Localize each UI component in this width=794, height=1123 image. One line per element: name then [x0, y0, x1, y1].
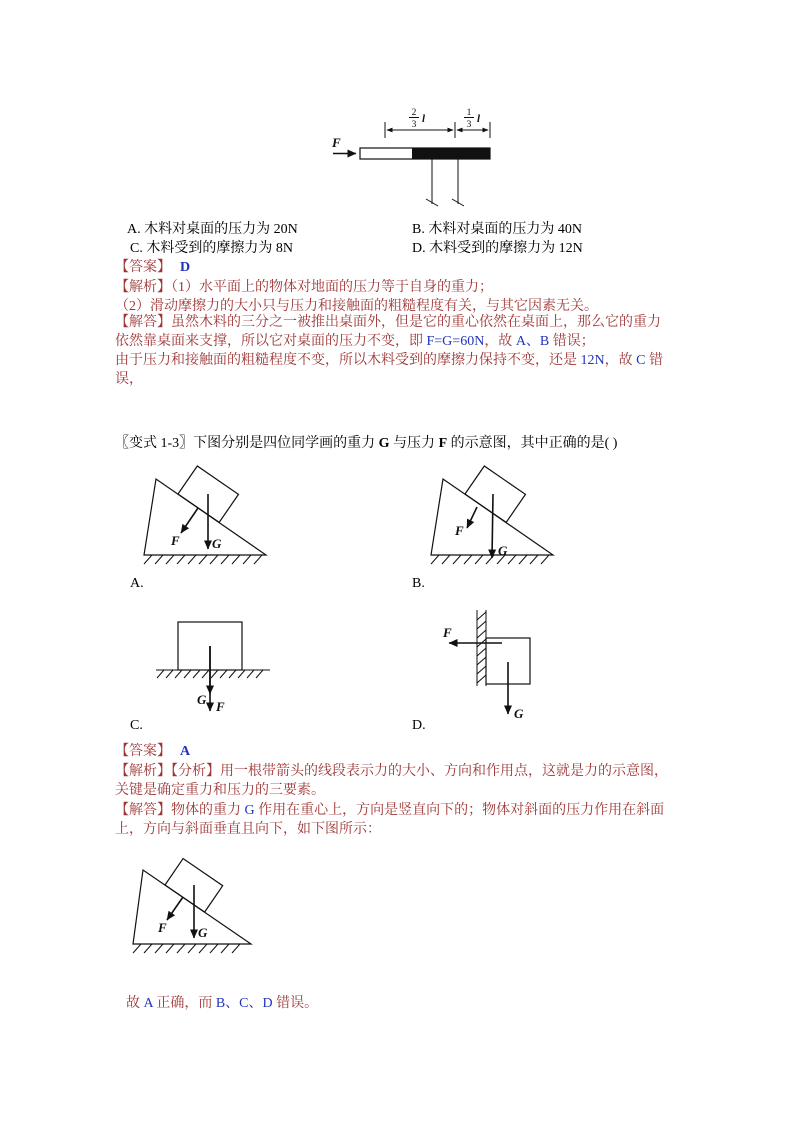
force-f-label: F [216, 699, 225, 714]
q1-option-d: D. 木料受到的摩擦力为 12N [412, 241, 583, 256]
force-g-label: G [198, 925, 208, 940]
pressure-arrow [467, 507, 477, 528]
wood-board-dark-part [412, 148, 490, 159]
option-d-label: D. [412, 718, 426, 733]
pressure-arrow [167, 897, 183, 920]
answer-label: 【答案】 [115, 744, 171, 759]
incline-triangle [144, 479, 266, 555]
ground-hatching [133, 944, 240, 953]
figure-option-c-flat [148, 610, 278, 718]
emphasized-value: B、C、D [215, 996, 273, 1011]
force-g-label: G [498, 543, 508, 558]
force-f-label: F [332, 135, 341, 150]
emphasized-value: C [636, 353, 646, 368]
figure-option-a-incline [138, 465, 273, 573]
q2-analysis-paragraph: 【解析】【分析】用一根带箭头的线段表示力的大小、方向和作用点，这就是力的示意图，关键是确定重力和压力的三要素。 [115, 764, 668, 798]
fraction-denominator: 3 [411, 120, 417, 130]
length-variable: l [422, 113, 426, 125]
q1-option-c: C. 木料受到的摩擦力为 8N [130, 241, 293, 256]
emphasized-value: F=G=60N [426, 334, 485, 349]
emphasized-value: 12N [580, 353, 605, 368]
pressure-symbol: F [438, 436, 448, 451]
force-f-label: F [158, 920, 167, 935]
force-f-label: F [443, 625, 452, 640]
fraction-denominator: 3 [466, 120, 472, 130]
q1-option-b: B. 木料对桌面的压力为 40N [412, 222, 582, 237]
force-f-label: F [455, 523, 464, 538]
wall-hatching [477, 612, 486, 683]
force-g-label: G [197, 692, 207, 707]
q2-answer-line [115, 740, 190, 760]
q2-solution-paragraph: 【解答】物体的重力 G 作用在重心上，方向是竖直向下的；物体对斜面的压力作用在斜面上，方向与斜面垂直且向下，如下图所示： [115, 803, 665, 837]
incline-triangle [133, 870, 251, 944]
q1-solution-paragraph2: 由于压力和接触面的粗糙程度不变，所以木料受到的摩擦力保持不变，还是 12N，故 C 错误， [115, 353, 663, 387]
fraction-numerator: 2 [411, 108, 417, 118]
q1-option-a: A. 木料对桌面的压力为 20N [127, 222, 298, 237]
figure-board-on-table [330, 106, 505, 221]
gravity-arrow [492, 494, 493, 558]
option-a-label: A. [130, 576, 144, 591]
variation-question-title: 〖变式 1-3〗下图分别是四位同学画的重力 G 与压力 F 的示意图，其中正确的是( ) [115, 436, 618, 451]
emphasized-value: A、B [515, 334, 550, 349]
fraction-numerator: 1 [466, 108, 472, 118]
option-b-label: B. [412, 576, 425, 591]
force-g-label: G [514, 706, 524, 721]
emphasized-value: A [143, 996, 153, 1011]
q2-conclusion-line: 故 A 正确，而 B、C、D 错误。 [126, 996, 319, 1011]
force-f-label: F [171, 533, 180, 548]
force-g-label: G [212, 536, 222, 551]
ground-hatching [431, 555, 549, 564]
q1-analysis-line2: （2）滑动摩擦力的大小只与压力和接触面的粗糙程度有关，与其它因素无关。 [115, 299, 598, 314]
figure-solution-incline [125, 858, 260, 966]
figure-option-d-wall [440, 606, 570, 724]
answer-label: 【答案】 [115, 260, 171, 275]
option-c-label: C. [130, 718, 143, 733]
gravity-symbol: G [378, 436, 390, 451]
q1-solution-paragraph1: 【解答】虽然木料的三分之一被推出桌面外，但是它的重心依然在桌面上，那么它的重力依然靠桌面来支撑，所以它对桌面的压力不变，即 F=G=60N，故 A、B 错误； [115, 315, 661, 349]
answer-value: A [180, 744, 191, 759]
ground-hatching [144, 555, 262, 564]
q1-answer-line [115, 256, 190, 276]
answer-value: D [180, 260, 191, 275]
figure-option-b-incline [425, 465, 560, 573]
length-variable: l [477, 113, 481, 125]
q1-analysis-line1: 【解析】（1）水平面上的物体对地面的压力等于自身的重力； [115, 280, 493, 295]
emphasized-value: G [244, 803, 255, 818]
pressure-arrow [181, 508, 198, 533]
